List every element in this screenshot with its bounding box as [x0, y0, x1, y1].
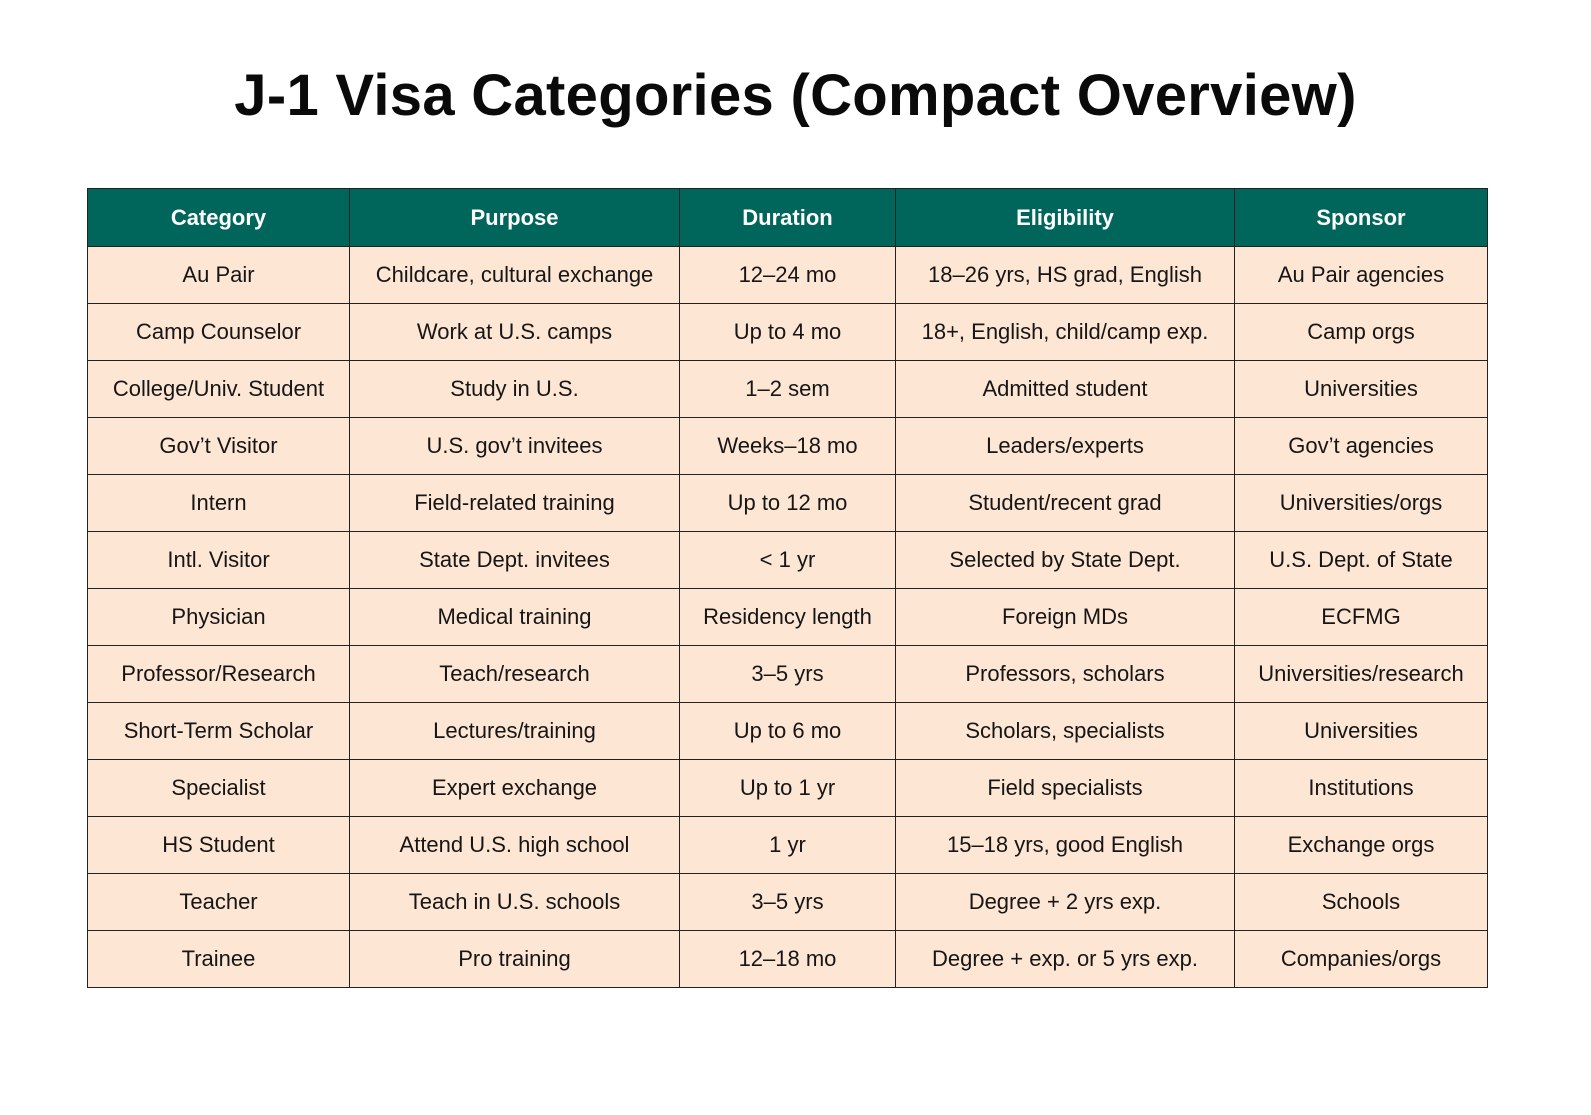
- table-row: [88, 304, 1488, 361]
- cell-category: Trainee: [88, 931, 350, 988]
- cell-sponsor: Camp orgs: [1235, 304, 1488, 361]
- cell-duration: 12–24 mo: [680, 247, 896, 304]
- cell-sponsor: Companies/orgs: [1235, 931, 1488, 988]
- cell-purpose: Childcare, cultural exchange: [350, 247, 680, 304]
- cell-duration: 1 yr: [680, 817, 896, 874]
- table-row: [88, 532, 1488, 589]
- header-row: [88, 189, 1488, 247]
- cell-category: Teacher: [88, 874, 350, 931]
- cell-duration: 3–5 yrs: [680, 874, 896, 931]
- table-row: [88, 418, 1488, 475]
- cell-sponsor: Institutions: [1235, 760, 1488, 817]
- cell-eligibility: 18–26 yrs, HS grad, English: [896, 247, 1235, 304]
- cell-sponsor: Au Pair agencies: [1235, 247, 1488, 304]
- table-row: [88, 247, 1488, 304]
- cell-purpose: Medical training: [350, 589, 680, 646]
- cell-purpose: Lectures/training: [350, 703, 680, 760]
- page-title: J-1 Visa Categories (Compact Overview): [234, 63, 1357, 128]
- cell-eligibility: Student/recent grad: [896, 475, 1235, 532]
- cell-purpose: U.S. gov’t invitees: [350, 418, 680, 475]
- cell-eligibility: Degree + exp. or 5 yrs exp.: [896, 931, 1235, 988]
- cell-eligibility: Admitted student: [896, 361, 1235, 418]
- cell-purpose: State Dept. invitees: [350, 532, 680, 589]
- cell-purpose: Expert exchange: [350, 760, 680, 817]
- cell-eligibility: Degree + 2 yrs exp.: [896, 874, 1235, 931]
- header-eligibility: Eligibility: [896, 189, 1235, 247]
- cell-purpose: Pro training: [350, 931, 680, 988]
- cell-duration: < 1 yr: [680, 532, 896, 589]
- cell-category: Intl. Visitor: [88, 532, 350, 589]
- cell-sponsor: Gov’t agencies: [1235, 418, 1488, 475]
- header-category: Category: [88, 189, 350, 247]
- cell-category: College/Univ. Student: [88, 361, 350, 418]
- cell-eligibility: 18+, English, child/camp exp.: [896, 304, 1235, 361]
- cell-category: Au Pair: [88, 247, 350, 304]
- cell-duration: Residency length: [680, 589, 896, 646]
- cell-purpose: Study in U.S.: [350, 361, 680, 418]
- table-row: [88, 874, 1488, 931]
- cell-category: Intern: [88, 475, 350, 532]
- table-row: [88, 817, 1488, 874]
- cell-sponsor: Exchange orgs: [1235, 817, 1488, 874]
- cell-eligibility: Professors, scholars: [896, 646, 1235, 703]
- cell-sponsor: Universities/orgs: [1235, 475, 1488, 532]
- header-duration: Duration: [680, 189, 896, 247]
- cell-purpose: Field-related training: [350, 475, 680, 532]
- cell-sponsor: Universities/research: [1235, 646, 1488, 703]
- cell-sponsor: ECFMG: [1235, 589, 1488, 646]
- cell-purpose: Work at U.S. camps: [350, 304, 680, 361]
- cell-eligibility: Selected by State Dept.: [896, 532, 1235, 589]
- header-sponsor: Sponsor: [1235, 189, 1488, 247]
- cell-category: Physician: [88, 589, 350, 646]
- cell-eligibility: Foreign MDs: [896, 589, 1235, 646]
- cell-category: Specialist: [88, 760, 350, 817]
- cell-sponsor: U.S. Dept. of State: [1235, 532, 1488, 589]
- cell-eligibility: Field specialists: [896, 760, 1235, 817]
- cell-duration: Weeks–18 mo: [680, 418, 896, 475]
- table-row: [88, 760, 1488, 817]
- table-row: [88, 703, 1488, 760]
- cell-category: Camp Counselor: [88, 304, 350, 361]
- table-row: [88, 931, 1488, 988]
- cell-sponsor: Schools: [1235, 874, 1488, 931]
- cell-purpose: Attend U.S. high school: [350, 817, 680, 874]
- cell-purpose: Teach/research: [350, 646, 680, 703]
- cell-duration: Up to 1 yr: [680, 760, 896, 817]
- table-row: [88, 589, 1488, 646]
- visa-categories-table: [87, 188, 1488, 988]
- cell-sponsor: Universities: [1235, 361, 1488, 418]
- cell-category: Gov’t Visitor: [88, 418, 350, 475]
- cell-eligibility: Leaders/experts: [896, 418, 1235, 475]
- header-purpose: Purpose: [350, 189, 680, 247]
- cell-duration: Up to 4 mo: [680, 304, 896, 361]
- table-body: [88, 247, 1488, 988]
- cell-duration: 3–5 yrs: [680, 646, 896, 703]
- cell-eligibility: Scholars, specialists: [896, 703, 1235, 760]
- table-row: [88, 361, 1488, 418]
- table-header: [88, 189, 1488, 247]
- cell-duration: 1–2 sem: [680, 361, 896, 418]
- cell-duration: Up to 12 mo: [680, 475, 896, 532]
- cell-duration: 12–18 mo: [680, 931, 896, 988]
- cell-sponsor: Universities: [1235, 703, 1488, 760]
- cell-purpose: Teach in U.S. schools: [350, 874, 680, 931]
- cell-eligibility: 15–18 yrs, good English: [896, 817, 1235, 874]
- cell-category: Professor/Research: [88, 646, 350, 703]
- cell-category: HS Student: [88, 817, 350, 874]
- table-row: [88, 475, 1488, 532]
- cell-category: Short-Term Scholar: [88, 703, 350, 760]
- cell-duration: Up to 6 mo: [680, 703, 896, 760]
- table-row: [88, 646, 1488, 703]
